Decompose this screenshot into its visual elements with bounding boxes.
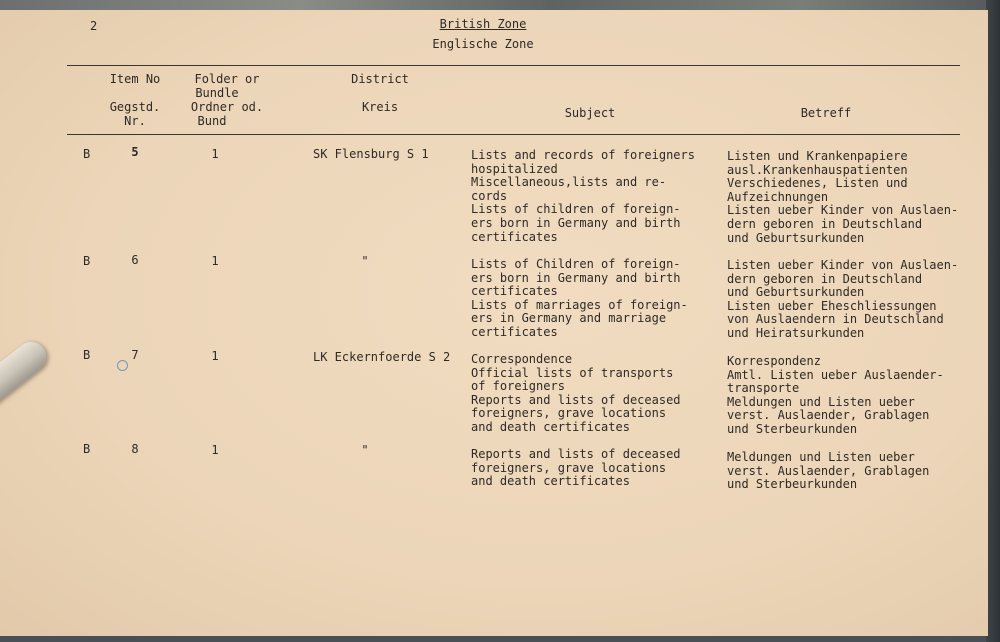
betreff-text: Meldungen und Listen ueber verst. Auslaender, Grablagen und Sterbeurkunden — [727, 450, 930, 492]
subject-text: Correspondence Official lists of transports of foreigners Reports and lists of deceased foreigners, grave locations and death certificates — [471, 352, 681, 434]
zone-title: British Zone — [439, 17, 527, 31]
subject-text: Lists of Children of foreign- ers born in Germany and birth certificates Lists of marriages of foreign- ers in Germany and marriage certificates — [471, 257, 688, 339]
paper-clip — [0, 336, 52, 409]
item-number: 5 — [131, 145, 139, 159]
betreff-text: Listen ueber Kinder von Auslaen- dern geboren in Deutschland und Geburtsurkunden Listen ueber Eheschliessungen von Auslaendern in Deutschland und Heiratsurkunden — [727, 258, 959, 340]
header-folder-en2: Bundle — [195, 86, 239, 100]
header-bottom-rule — [67, 134, 960, 135]
folder-number: 1 — [211, 443, 219, 457]
subject-text: Lists and records of foreigners hospitalized Miscellaneous,lists and re- cords Lists of children of foreign- ers born in Germany and birth certificates — [471, 148, 695, 244]
district-name: LK Eckernfoerde S 2 — [313, 350, 451, 364]
betreff-text: Listen und Krankenpapiere ausl.Krankenhauspatienten Verschiedenes, Listen und Aufzeichnungen Listen ueber Kinder von Auslaen- dern geboren in Deutschland und Geburtsurkunden — [727, 149, 959, 245]
district-name: " — [361, 254, 369, 268]
header-district-de: Kreis — [361, 100, 399, 114]
header-item-de1: Gegstd. — [109, 100, 161, 114]
item-number: 6 — [131, 253, 139, 267]
series-code: B — [83, 442, 91, 456]
district-name: " — [361, 443, 369, 457]
page-number: 2 — [90, 19, 98, 33]
header-subject: Subject — [564, 106, 616, 120]
scan-right-border — [986, 0, 1000, 642]
header-item-de2: Nr. — [124, 114, 146, 128]
district-name: SK Flensburg S 1 — [313, 147, 429, 161]
item-number: 8 — [131, 442, 139, 456]
header-top-rule — [67, 65, 960, 66]
folder-number: 1 — [211, 349, 219, 363]
header-item-en: Item No — [109, 72, 161, 86]
header-folder-en1: Folder or — [194, 72, 260, 86]
folder-number: 1 — [211, 254, 219, 268]
series-code: B — [83, 348, 91, 362]
betreff-text: Korrespondenz Amtl. Listen ueber Auslaender- transporte Meldungen und Listen ueber verst. Auslaender, Grablagen und Sterbeurkunden — [727, 354, 944, 436]
series-code: B — [83, 254, 91, 268]
header-district-en: District — [351, 72, 409, 86]
zone-subtitle: Englische Zone — [432, 37, 534, 51]
item-number: 7 — [131, 348, 139, 362]
header-folder-de1: Ordner od. — [190, 100, 264, 114]
header-folder-de2: Bund — [197, 114, 227, 128]
subject-text: Reports and lists of deceased foreigners, grave locations and death certificates — [471, 447, 681, 489]
header-betreff: Betreff — [800, 106, 852, 120]
folder-number: 1 — [211, 147, 219, 161]
document-page — [0, 10, 988, 636]
series-code: B — [83, 147, 91, 161]
